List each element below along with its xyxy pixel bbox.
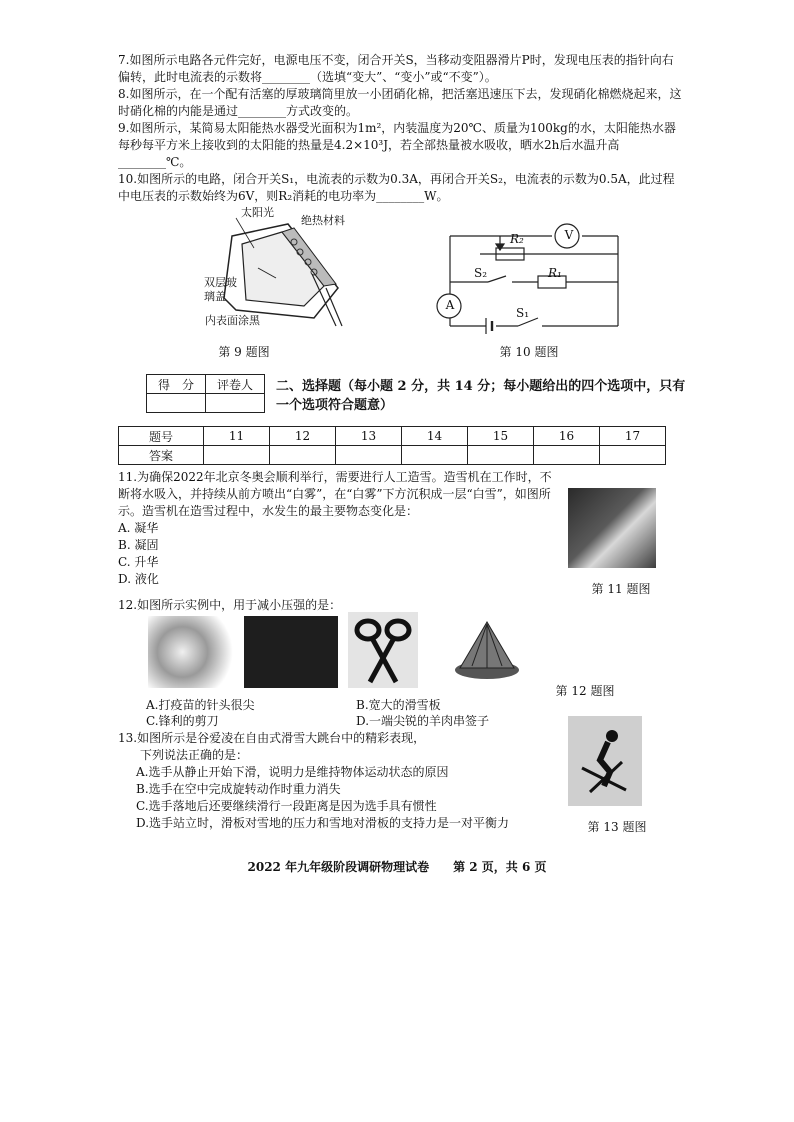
q12-option-c: C.锋利的剪刀 [146, 714, 219, 728]
q11-caption: 第 11 题图 [591, 582, 651, 596]
score-header: 得 分 [147, 375, 206, 394]
fig10-label-r2: R₂ [510, 232, 524, 246]
question-number: 15 [468, 427, 534, 446]
question-12-stem: 12.如图所示实例中，用于减小压强的是： [118, 598, 342, 612]
q12-scissors-image [348, 612, 418, 688]
grader-cell[interactable] [206, 394, 265, 413]
q13-option-d: D.选手站立时，滑板对雪地的压力和雪地对滑板的支持力是一对平衡力 [136, 816, 510, 830]
fig10-label-r1: R₁ [548, 266, 562, 280]
q11-option-d: D. 液化 [118, 572, 159, 586]
question-number: 13 [336, 427, 402, 446]
question-8: 8.如图所示，在一个配有活塞的厚玻璃筒里放一小团硝化棉，把活塞迅速压下去，发现硝化棉燃烧起来，这时硝化棉的内能是通过________方式改变的。 [118, 87, 682, 118]
q12-needle-photo [148, 616, 234, 688]
fig9-label-black: 内表面涂黑 [205, 314, 260, 327]
answer-table-answer-header: 答案 [119, 446, 204, 465]
question-11 [118, 469, 558, 588]
fig10-label-s1: S₁ [516, 306, 530, 320]
q11-snowmaker-photo [568, 488, 656, 568]
score-cell[interactable] [147, 394, 206, 413]
question-number: 17 [600, 427, 666, 446]
question-number: 14 [402, 427, 468, 446]
q11-stem: 11.为确保2022年北京冬奥会顺利举行，需要进行人工造雪。造雪机在工作时，不断将水吸入，并持续从前方喷出“白雾”，在“白雾”下方沉积成一层“白雪”，如图所示。造雪机在造雪过程中，水发生的最主要物态变化是： [118, 470, 552, 518]
q12-option-b: B.宽大的滑雪板 [356, 698, 441, 712]
q13-option-a: A.选手从静止开始下滑，说明力是维持物体运动状态的原因 [136, 765, 449, 779]
answer-table-number-header: 题号 [119, 427, 204, 446]
q12-snowboard-photo [244, 616, 338, 688]
fig10-label-voltmeter: V [564, 228, 574, 242]
question-10: 10.如图所示的电路，闭合开关S₁，电流表的示数为0.3A，再闭合开关S₂，电流表的示数为0.5A，此过程中电压表的示数始终为6V，则R₂消耗的电功率为________W。 [118, 172, 675, 203]
question-number: 16 [534, 427, 600, 446]
q11-option-c: C. 升华 [118, 555, 159, 569]
figure-9-caption: 第 9 题图 [218, 345, 270, 359]
question-number: 12 [270, 427, 336, 446]
question-7: 7.如图所示电路各元件完好，电源电压不变，闭合开关S，当移动变阻器滑片P时，发现电压表的指针向右偏转，此时电流表的示数将________（选填“变大”、“变小”或“不变”）。 [118, 53, 674, 84]
answer-cell[interactable] [402, 446, 468, 465]
fig10-label-ammeter: A [445, 298, 455, 312]
page-footer: 2022 年九年级阶段调研物理试卷 第 2 页，共 6 页 [247, 860, 547, 874]
q13-stem-2: 下列说法正确的是： [140, 748, 249, 762]
q11-option-b: B. 凝固 [118, 538, 159, 552]
q13-skier-image [568, 716, 642, 806]
answer-cell[interactable] [336, 446, 402, 465]
q12-caption: 第 12 题图 [555, 684, 615, 698]
figure-10-circuit [432, 222, 632, 340]
q12-option-a: A.打疫苗的针头很尖 [146, 698, 255, 712]
fig9-label-sunlight: 太阳光 [241, 206, 274, 219]
grader-header: 评卷人 [206, 375, 265, 394]
q12-option-d: D.一端尖锐的羊肉串签子 [356, 714, 490, 728]
q13-option-c: C.选手落地后还要继续滑行一段距离是因为选手具有惯性 [136, 799, 437, 813]
fig9-label-insulation: 绝热材料 [301, 214, 345, 227]
fig10-label-s2: S₂ [474, 266, 488, 280]
section-2-heading: 二、选择题（每小题 2 分，共 14 分；每小题给出的四个选项中，只有一个选项符合题意） [276, 379, 686, 413]
question-number: 11 [204, 427, 270, 446]
answer-cell[interactable] [270, 446, 336, 465]
answer-cell[interactable] [600, 446, 666, 465]
q13-option-b: B.选手在空中完成旋转动作时重力消失 [136, 782, 341, 796]
question-9: 9.如图所示，某简易太阳能热水器受光面积为1m²，内装温度为20℃、质量为100kg的水，太阳能热水器每秒每平方米上接收到的太阳能的热量是4.2×10³J，若全部热量被水吸收，晒水2h后水温升高________℃。 [118, 121, 676, 169]
answer-cell[interactable] [534, 446, 600, 465]
answer-table [118, 426, 666, 465]
question-13 [118, 730, 568, 832]
q12-skewer-image [452, 618, 522, 680]
q11-option-a: A. 凝华 [118, 521, 159, 535]
q13-stem: 13.如图所示是谷爱凌在自由式滑雪大跳台中的精彩表现， [118, 731, 426, 745]
answer-cell[interactable] [468, 446, 534, 465]
figure-10-caption: 第 10 题图 [499, 345, 559, 359]
fig9-label-glass: 双层玻璃盖 [204, 276, 237, 303]
answer-cell[interactable] [204, 446, 270, 465]
q13-caption: 第 13 题图 [587, 820, 647, 834]
score-table [146, 374, 265, 413]
